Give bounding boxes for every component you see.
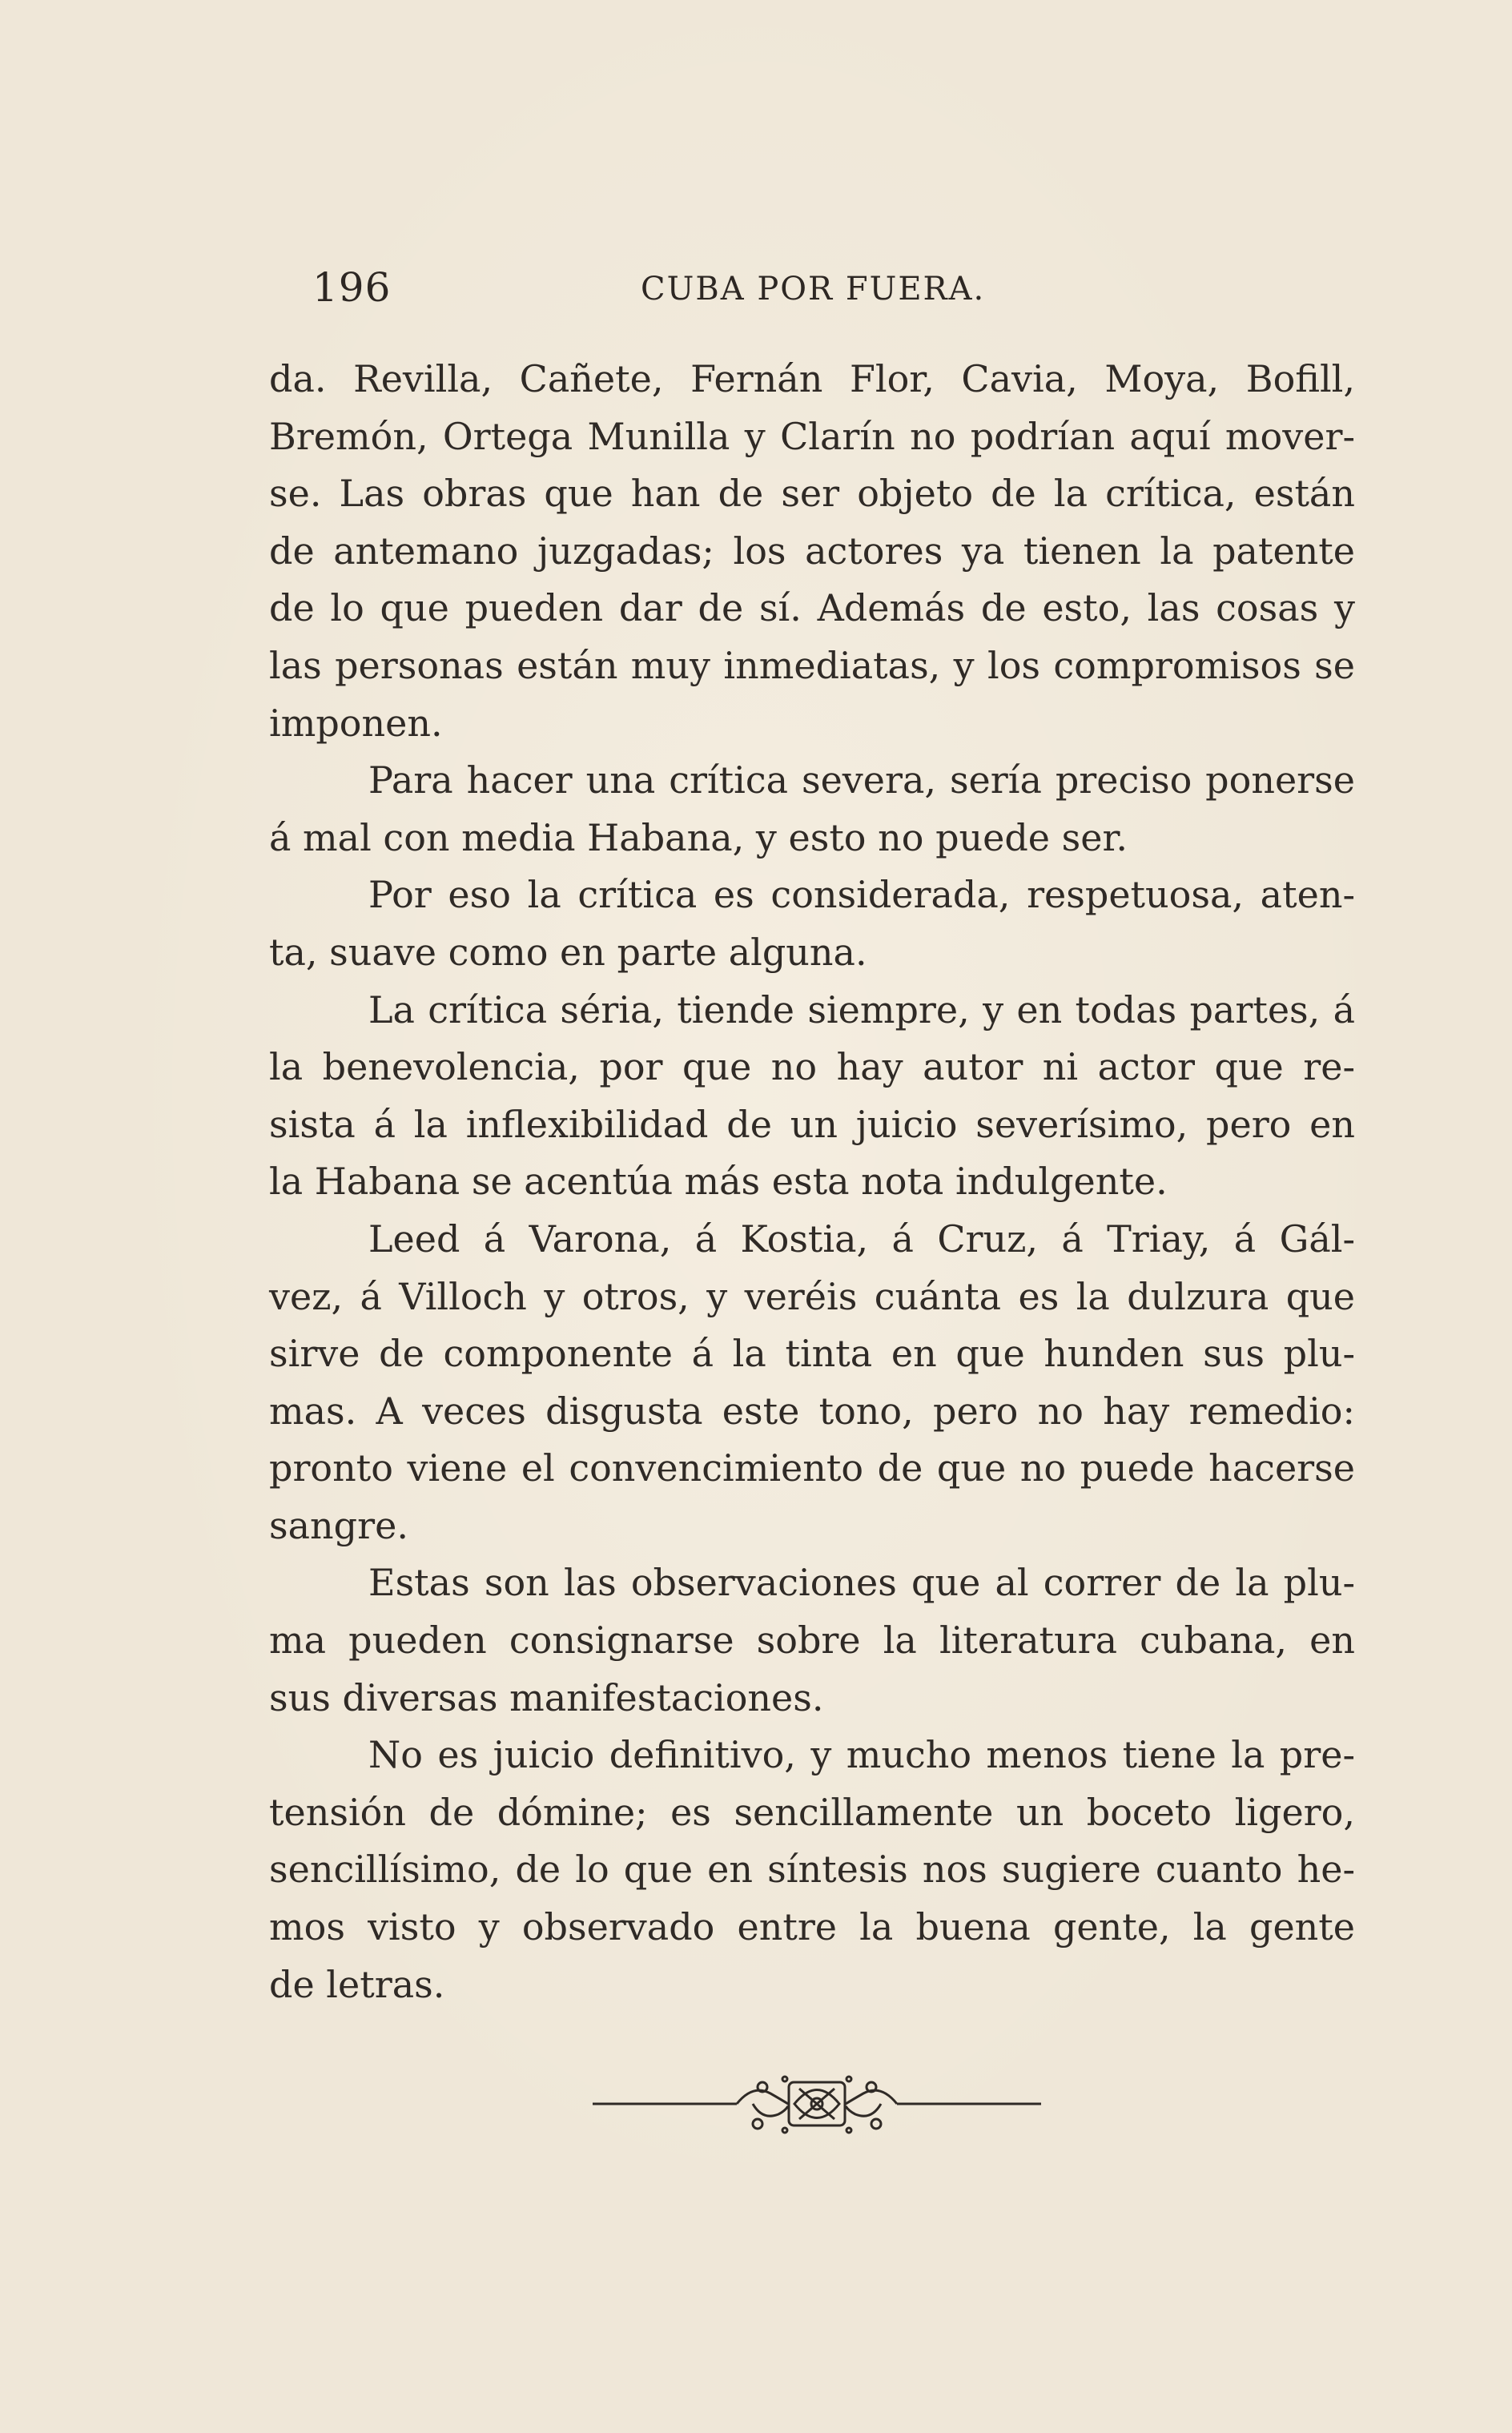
text-line: ta, suave como en parte alguna.: [269, 930, 867, 974]
text-line: sangre.: [269, 1503, 408, 1547]
text-line: tensión de dómine; es sencillamente un boceto ligero,: [269, 1790, 1355, 1834]
text-line: sirve de componente á la tinta en que hunden sus plu-: [269, 1332, 1355, 1376]
text-line: á mal con media Habana, y esto no puede ser.: [269, 815, 1128, 859]
text-line: ma pueden consignarse sobre la literatura cubana, en: [269, 1619, 1355, 1663]
text-line: Leed á Varona, á Kostia, á Cruz, á Triay, á Gál-: [368, 1216, 1355, 1261]
text-line: de antemano juzgadas; los actores ya tienen la patente: [269, 529, 1355, 573]
text-line: sencillísimo, de lo que en síntesis nos sugiere cuanto he-: [269, 1848, 1355, 1892]
running-title: CUBA POR FUERA.: [641, 271, 986, 308]
text-line: imponen.: [269, 701, 443, 745]
page-number: 196: [312, 264, 392, 311]
text-line: de lo que pueden dar de sí. Además de esto, las cosas y: [269, 586, 1355, 630]
text-line: de letras.: [269, 1962, 445, 2006]
text-line: mos visto y observado entre la buena gente, la gente: [269, 1905, 1355, 1949]
text-line: No es juicio definitivo, y mucho menos tiene la pre-: [368, 1733, 1355, 1777]
text-line: da. Revilla, Cañete, Fernán Flor, Cavia, Moya, Bofill,: [269, 357, 1355, 400]
text-line: Por eso la crítica es considerada, respetuosa, aten-: [368, 873, 1355, 917]
text-line: la benevolencia, por que no hay autor ni actor que re-: [269, 1045, 1355, 1089]
page-header: [312, 264, 1361, 312]
text-line: pronto viene el convencimiento de que no puede hacerse: [269, 1446, 1355, 1490]
text-line: la Habana se acentúa más esta nota indulgente.: [269, 1160, 1168, 1204]
text-line: Estas son las observaciones que al correr de la plu-: [368, 1561, 1355, 1605]
text-line: mas. A veces disgusta este tono, pero no hay remedio:: [269, 1389, 1355, 1433]
text-line: Para hacer una crítica severa, sería preciso ponerse: [368, 758, 1355, 802]
text-line: sista á la inflexibilidad de un juicio severísimo, pero en: [269, 1102, 1355, 1146]
body-text: [269, 351, 1355, 2013]
text-line: Bremón, Ortega Munilla y Clarín no podrían aquí mover-: [269, 414, 1355, 458]
tailpiece-ornament: [593, 2068, 1041, 2140]
text-line: se. Las obras que han de ser objeto de la crítica, están: [269, 472, 1355, 516]
text-line: La crítica séria, tiende siempre, y en todas partes, á: [368, 987, 1355, 1032]
text-line: sus diversas manifestaciones.: [269, 1675, 824, 1719]
text-line: las personas están muy inmediatas, y los compromisos se: [269, 643, 1355, 687]
text-line: vez, á Villoch y otros, y veréis cuánta es la dulzura que: [269, 1274, 1355, 1318]
